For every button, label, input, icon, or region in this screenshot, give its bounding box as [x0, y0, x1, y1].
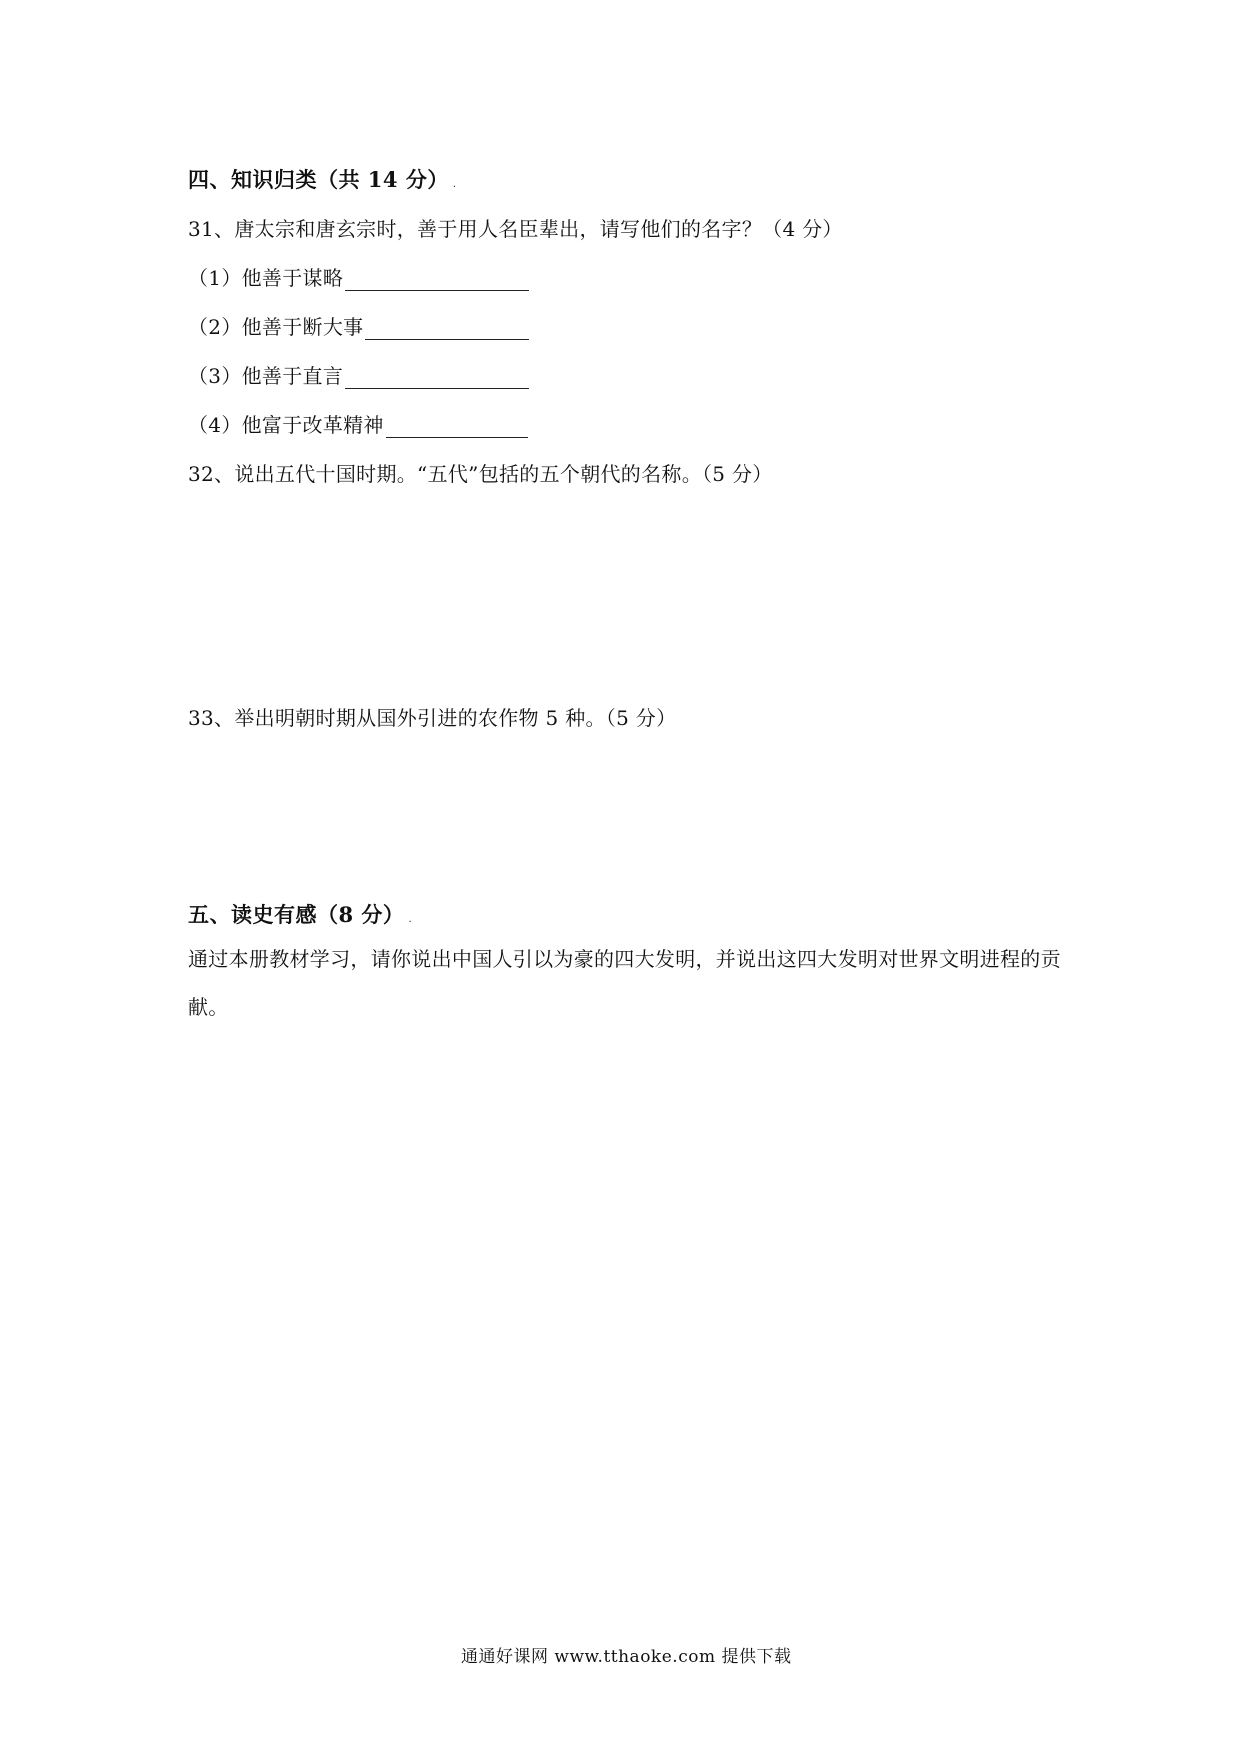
- page-footer: 通通好课网 www.tthaoke.com 提供下载: [461, 1647, 792, 1667]
- answer-blank-4[interactable]: [386, 417, 528, 438]
- question-31-item-1: （1）他善于谋略: [188, 262, 529, 291]
- mark-dot: .: [452, 179, 457, 190]
- question-31-item-4: （4）他富于改革精神: [188, 409, 528, 438]
- question-31-item-2: （2）他善于断大事: [188, 311, 529, 340]
- question-32: 32、说出五代十国时期。“五代”包括的五个朝代的名称。（5 分）: [188, 462, 773, 486]
- question-31: 31、唐太宗和唐玄宗时，善于用人名臣辈出，请写他们的名字？（4 分）: [188, 217, 843, 241]
- answer-blank-1[interactable]: [345, 270, 529, 291]
- answer-blank-2[interactable]: [365, 319, 529, 340]
- answer-blank-3[interactable]: [345, 368, 529, 389]
- mark-dot: .: [408, 914, 413, 925]
- question-33: 33、举出明朝时期从国外引进的农作物 5 种。（5 分）: [188, 706, 677, 730]
- section-5-body: 通过本册教材学习，请你说出中国人引以为豪的四大发明，并说出这四大发明对世界文明进程的贡献。: [188, 947, 1061, 1019]
- question-31-item-3: （3）他善于直言: [188, 360, 529, 389]
- section-4-title: 四、知识归类（共 14 分） .: [188, 167, 457, 192]
- section-5-title: 五、读史有感（8 分） .: [188, 902, 413, 927]
